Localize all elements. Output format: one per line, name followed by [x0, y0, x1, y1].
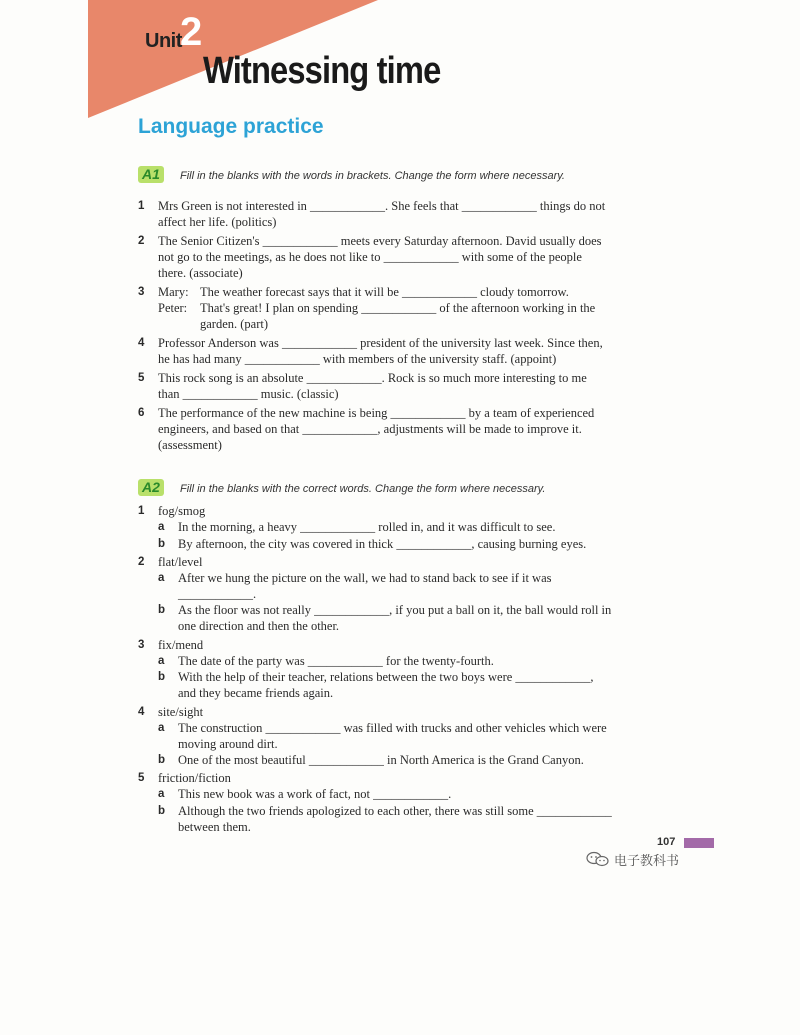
wechat-icon — [586, 851, 610, 867]
dialog-line: garden. (part) — [200, 317, 269, 331]
a2-instruction: Fill in the blanks with the correct words. Change the form where necessary. — [180, 483, 546, 495]
sub-letter: b — [158, 671, 166, 683]
a2-group-2 — [138, 554, 202, 570]
unit-label: Unit — [145, 30, 182, 52]
group-words: site/sight — [158, 705, 204, 719]
sub-text: moving around dirt. — [178, 737, 278, 751]
sub-text: This new book was a work of fact, not ____________. — [178, 787, 452, 801]
a1-instruction: Fill in the blanks with the words in brackets. Change the form where necessary. — [180, 170, 565, 182]
group-number: 2 — [138, 556, 145, 568]
unit-number: 2 — [180, 10, 203, 54]
item-number: 6 — [138, 407, 145, 419]
item-text: than ____________ music. (classic) — [158, 387, 339, 401]
sub-text: In the morning, a heavy ____________ rolled in, and it was difficult to see. — [178, 520, 556, 534]
item-number: 3 — [138, 286, 145, 298]
group-words: flat/level — [158, 555, 203, 569]
sub-letter: b — [158, 754, 166, 766]
a2-2a — [158, 570, 658, 602]
sub-letter: a — [158, 788, 165, 800]
item-text: The Senior Citizen's ____________ meets every Saturday afternoon. David usually does — [158, 234, 602, 248]
item-text: This rock song is an absolute ____________. Rock is so much more interesting to me — [158, 371, 587, 385]
group-words: fix/mend — [158, 638, 204, 652]
sub-letter: a — [158, 521, 165, 533]
sub-text: By afternoon, the city was covered in thick ____________, causing burning eyes. — [178, 537, 587, 551]
watermark-text: 电子教科书 — [614, 854, 680, 869]
item-text: he has had many ____________ with members of the university staff. (appoint) — [158, 352, 557, 366]
group-number: 3 — [138, 639, 145, 651]
item-text: The performance of the new machine is being ____________ by a team of experienced — [158, 406, 595, 420]
group-number: 1 — [138, 505, 145, 517]
a2-group-5 — [138, 770, 231, 786]
a2-badge: A2 — [138, 479, 164, 496]
speaker-peter: Peter: — [158, 301, 188, 315]
sub-text: With the help of their teacher, relations between the two boys were ____________, — [178, 670, 594, 684]
section-title: Language practice — [138, 115, 324, 138]
sub-text: between them. — [178, 820, 251, 834]
a1-item-5 — [138, 370, 653, 402]
a2-3a — [158, 653, 658, 669]
sub-text: As the floor was not really ____________, if you put a ball on it, the ball would roll in — [178, 603, 612, 617]
a1-item-6 — [138, 405, 653, 453]
a2-group-1 — [138, 503, 205, 519]
sub-text: After we hung the picture on the wall, we had to stand back to see if it was — [178, 571, 552, 585]
sub-text: ____________. — [178, 587, 257, 601]
a1-item-2 — [138, 233, 653, 281]
group-words: fog/smog — [158, 504, 206, 518]
a1-badge: A1 — [138, 166, 164, 183]
sub-text: One of the most beautiful ____________ in North America is the Grand Canyon. — [178, 753, 584, 767]
sub-text: Although the two friends apologized to each other, there was still some ____________ — [178, 804, 612, 818]
a1-item-3 — [138, 284, 658, 332]
sub-letter: a — [158, 655, 165, 667]
item-text: affect her life. (politics) — [158, 215, 277, 229]
item-text: (assessment) — [158, 438, 222, 452]
item-number: 5 — [138, 372, 145, 384]
item-text: there. (associate) — [158, 266, 243, 280]
item-number: 2 — [138, 235, 145, 247]
a2-4a — [158, 720, 658, 752]
group-words: friction/fiction — [158, 771, 231, 785]
item-text: engineers, and based on that ____________, adjustments will be made to improve it. — [158, 422, 582, 436]
a2-group-3 — [138, 637, 203, 653]
sub-letter: b — [158, 538, 166, 550]
dialog-line: That's great! I plan on spending ____________ of the afternoon working in the — [200, 301, 596, 315]
speaker-mary: Mary: — [158, 285, 189, 299]
a2-5b — [158, 803, 658, 835]
a2-2b — [158, 602, 658, 634]
item-text: not go to the meetings, as he does not like to ____________ with some of the people — [158, 250, 582, 264]
sub-text: one direction and then the other. — [178, 619, 340, 633]
a1-item-4 — [138, 335, 653, 367]
a2-4b — [158, 752, 658, 768]
sub-text: and they became friends again. — [178, 686, 334, 700]
a2-3b — [158, 669, 658, 701]
a2-group-4 — [138, 704, 203, 720]
item-number: 4 — [138, 337, 145, 349]
dialog-line: The weather forecast says that it will be ____________ cloudy tomorrow. — [200, 285, 569, 299]
sub-letter: b — [158, 805, 166, 817]
a2-5a — [158, 786, 658, 802]
unit-title: Witnessing time — [203, 50, 441, 92]
page-number-bar — [684, 838, 714, 848]
sub-letter: b — [158, 604, 166, 616]
sub-letter: a — [158, 572, 165, 584]
sub-letter: a — [158, 722, 165, 734]
group-number: 5 — [138, 772, 145, 784]
a2-1b — [158, 536, 658, 552]
sub-text: The construction ____________ was filled with trucks and other vehicles which were — [178, 721, 607, 735]
a2-1a — [158, 519, 658, 535]
a1-item-1 — [138, 198, 653, 230]
item-number: 1 — [138, 200, 145, 212]
item-text: Mrs Green is not interested in ____________. She feels that ____________ things do not — [158, 199, 606, 213]
group-number: 4 — [138, 706, 145, 718]
page-number: 107 — [657, 836, 676, 848]
item-text: Professor Anderson was ____________ president of the university last week. Since then, — [158, 336, 603, 350]
sub-text: The date of the party was ____________ for the twenty-fourth. — [178, 654, 494, 668]
